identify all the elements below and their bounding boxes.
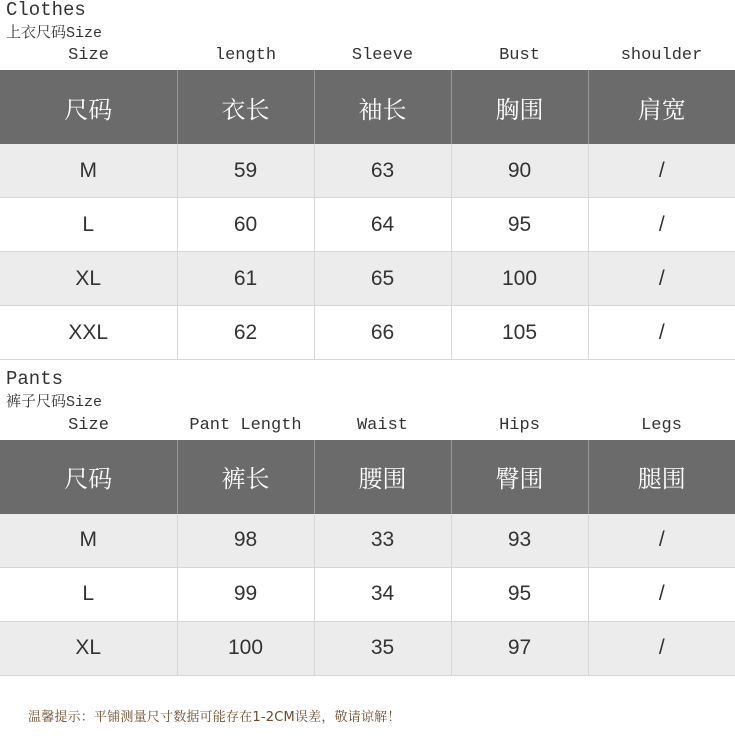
- clothes-section-title: Clothes: [6, 0, 86, 21]
- cell-shoulder: /: [588, 306, 735, 360]
- clothes-subtitle-en: Size: [66, 24, 103, 42]
- cell-pant-length: 98: [177, 514, 314, 568]
- cell-bust: 105: [451, 306, 588, 360]
- pants-cn-header-legs: 腿围: [588, 440, 735, 514]
- cell-length: 62: [177, 306, 314, 360]
- clothes-cn-header-size: 尺码: [0, 70, 177, 144]
- cell-length: 60: [177, 198, 314, 252]
- cell-bust: 100: [451, 252, 588, 306]
- pants-section-title: Pants: [6, 368, 64, 391]
- cell-size: XL: [0, 252, 177, 306]
- clothes-en-header-length: length: [177, 43, 314, 70]
- cell-bust: 95: [451, 198, 588, 252]
- pants-en-header-hips: Hips: [451, 413, 588, 440]
- cell-bust: 90: [451, 144, 588, 198]
- cell-hips: 93: [451, 514, 588, 568]
- measurement-note: 温馨提示：平铺测量尺寸数据可能存在1-2CM误差，敬请谅解！: [28, 709, 401, 725]
- cell-waist: 33: [314, 514, 451, 568]
- pants-english-header-row: [0, 413, 735, 440]
- table-row: [0, 144, 735, 198]
- table-row: [0, 567, 735, 621]
- clothes-subtitle-cn: 上衣尺码: [6, 22, 67, 41]
- cell-legs: /: [588, 621, 735, 675]
- section-spacer: [0, 360, 735, 369]
- pants-en-header-legs: Legs: [588, 413, 735, 440]
- clothes-en-header-shoulder: shoulder: [588, 43, 735, 70]
- cell-shoulder: /: [588, 252, 735, 306]
- pants-cn-header-pant-length: 裤长: [177, 440, 314, 514]
- cell-shoulder: /: [588, 144, 735, 198]
- cell-pant-length: 99: [177, 567, 314, 621]
- pants-size-table: [0, 413, 735, 676]
- clothes-size-table: [0, 43, 735, 360]
- clothes-cn-header-length: 衣长: [177, 70, 314, 144]
- clothes-en-header-sleeve: Sleeve: [314, 43, 451, 70]
- cell-size: M: [0, 514, 177, 568]
- cell-shoulder: /: [588, 198, 735, 252]
- cell-size: L: [0, 198, 177, 252]
- cell-sleeve: 64: [314, 198, 451, 252]
- cell-hips: 97: [451, 621, 588, 675]
- cell-size: M: [0, 144, 177, 198]
- clothes-cn-header-sleeve: 袖长: [314, 70, 451, 144]
- cell-length: 61: [177, 252, 314, 306]
- clothes-chinese-header-row: [0, 70, 735, 144]
- clothes-cn-header-bust: 胸围: [451, 70, 588, 144]
- table-row: [0, 306, 735, 360]
- clothes-section-subtitle: [0, 23, 735, 44]
- cell-legs: /: [588, 514, 735, 568]
- clothes-english-header-row: [0, 43, 735, 70]
- pants-en-header-size: Size: [0, 413, 177, 440]
- cell-sleeve: 63: [314, 144, 451, 198]
- pants-en-header-pant-length: Pant Length: [177, 413, 314, 440]
- cell-sleeve: 66: [314, 306, 451, 360]
- cell-hips: 95: [451, 567, 588, 621]
- cell-waist: 35: [314, 621, 451, 675]
- cell-sleeve: 65: [314, 252, 451, 306]
- cell-size: L: [0, 567, 177, 621]
- pants-cn-header-hips: 臀围: [451, 440, 588, 514]
- cell-pant-length: 100: [177, 621, 314, 675]
- pants-section-subtitle: [0, 392, 735, 413]
- clothes-en-header-size: Size: [0, 43, 177, 70]
- pants-cn-header-size: 尺码: [0, 440, 177, 514]
- cell-size: XXL: [0, 306, 177, 360]
- clothes-en-header-bust: Bust: [451, 43, 588, 70]
- cell-length: 59: [177, 144, 314, 198]
- table-row: [0, 252, 735, 306]
- table-row: [0, 198, 735, 252]
- pants-cn-header-waist: 腰围: [314, 440, 451, 514]
- clothes-cn-header-shoulder: 肩宽: [588, 70, 735, 144]
- pants-chinese-header-row: [0, 440, 735, 514]
- cell-size: XL: [0, 621, 177, 675]
- pants-subtitle-en: Size: [66, 394, 103, 412]
- table-row: [0, 621, 735, 675]
- pants-subtitle-cn: 裤子尺码: [6, 392, 67, 411]
- cell-waist: 34: [314, 567, 451, 621]
- cell-legs: /: [588, 567, 735, 621]
- table-row: [0, 514, 735, 568]
- pants-en-header-waist: Waist: [314, 413, 451, 440]
